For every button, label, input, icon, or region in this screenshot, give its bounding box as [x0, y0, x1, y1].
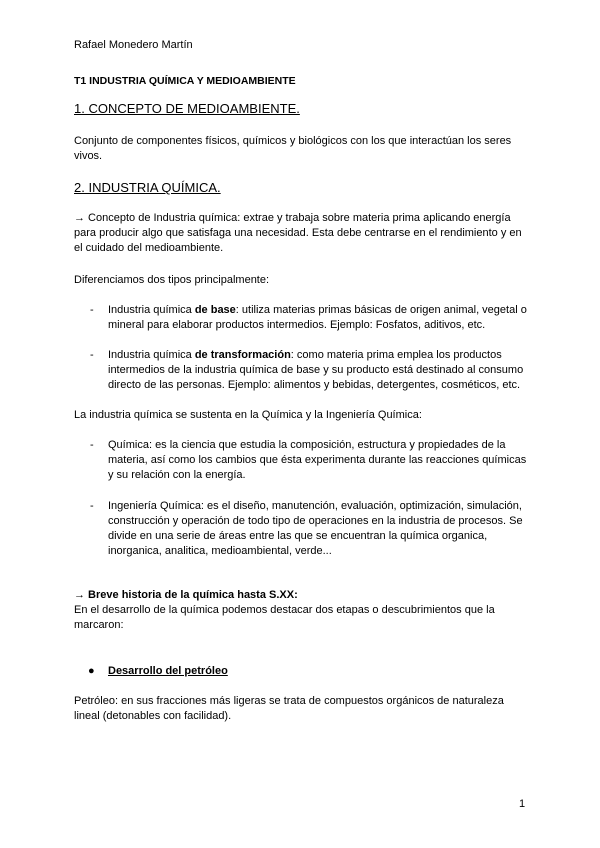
dash-marker: -	[90, 439, 94, 451]
history-text: En el desarrollo de la química podemos destacar dos etapas o descubrimientos que la marcaron:	[74, 604, 495, 631]
section-1-text: Conjunto de componentes físicos, químicos y biológicos con los que interactúan los seres vivos.	[74, 135, 512, 162]
dash-marker: -	[90, 304, 94, 316]
base-industry-post: : utiliza materias primas básicas de origen animal, vegetal o mineral para elaborar productos intermedios. Ejemplo: Fosfatos, aditivos, etc.	[108, 304, 527, 331]
transformation-industry-post: : como materia prima emplea los productos intermedios de la industria química de base y su producto está destinado al consumo directo de las personas. Ejemplo: alimentos y bebidas, detergentes, cosméticos, etc.	[108, 349, 524, 391]
list-item-transformation-industry	[90, 348, 530, 393]
document-title: T1 INDUSTRIA QUÍMICA Y MEDIOAMBIENTE	[74, 75, 296, 87]
list-item-base-industry	[90, 303, 530, 333]
ingenieria-text: Ingeniería Química: es el diseño, manutención, evaluación, optimización, simulación, construcción y operación de todo tipo de operaciones en la industria de procesos. Se divide en una serie de áreas entre las que se encuentran la química organica, inorganica, analitica, medioambiental, verde...	[108, 500, 523, 557]
history-heading: → Breve historia de la química hasta S.XX:	[74, 589, 298, 601]
dash-marker: -	[90, 349, 94, 361]
author-header: Rafael Monedero Martín	[74, 39, 193, 51]
industry-concept-paragraph: → Concepto de Industria química: extrae y trabaja sobre materia prima aplicando energía para producir algo que satisfaga una necesidad. Esta debe centrarse en el rendimiento y en el cuidado del medioambiente.	[74, 212, 522, 254]
quimica-text: Química: es la ciencia que estudia la composición, estructura y propiedades de la materia, así como los cambios que ésta experimenta durante las reacciones químicas y su relación con la energía.	[108, 439, 527, 481]
petroleo-text: Petróleo: en sus fracciones más ligeras se trata de compuestos orgánicos de naturaleza lineal (detonables con facilidad).	[74, 695, 504, 722]
page-number: 1	[519, 798, 526, 810]
section-2-heading: 2. INDUSTRIA QUÍMICA.	[74, 180, 221, 195]
base-industry-bold: de base	[194, 304, 236, 316]
transformation-industry-text	[108, 348, 530, 393]
sustain-intro: La industria química se sustenta en la Química y la Ingeniería Química:	[74, 409, 422, 421]
transformation-industry-pre: Industria química	[108, 349, 195, 361]
base-industry-text	[108, 303, 530, 333]
list-item-ingenieria	[90, 499, 530, 559]
list-item-quimica	[90, 438, 530, 483]
transformation-industry-bold: de transformación	[194, 349, 291, 361]
bullet-dot-icon: ●	[88, 665, 95, 677]
section-1-heading: 1. CONCEPTO DE MEDIOAMBIENTE.	[74, 101, 300, 116]
base-industry-pre: Industria química	[108, 304, 195, 316]
petroleo-heading: Desarrollo del petróleo	[108, 665, 228, 677]
dash-marker: -	[90, 500, 94, 512]
types-intro: Diferenciamos dos tipos principalmente:	[74, 274, 270, 286]
